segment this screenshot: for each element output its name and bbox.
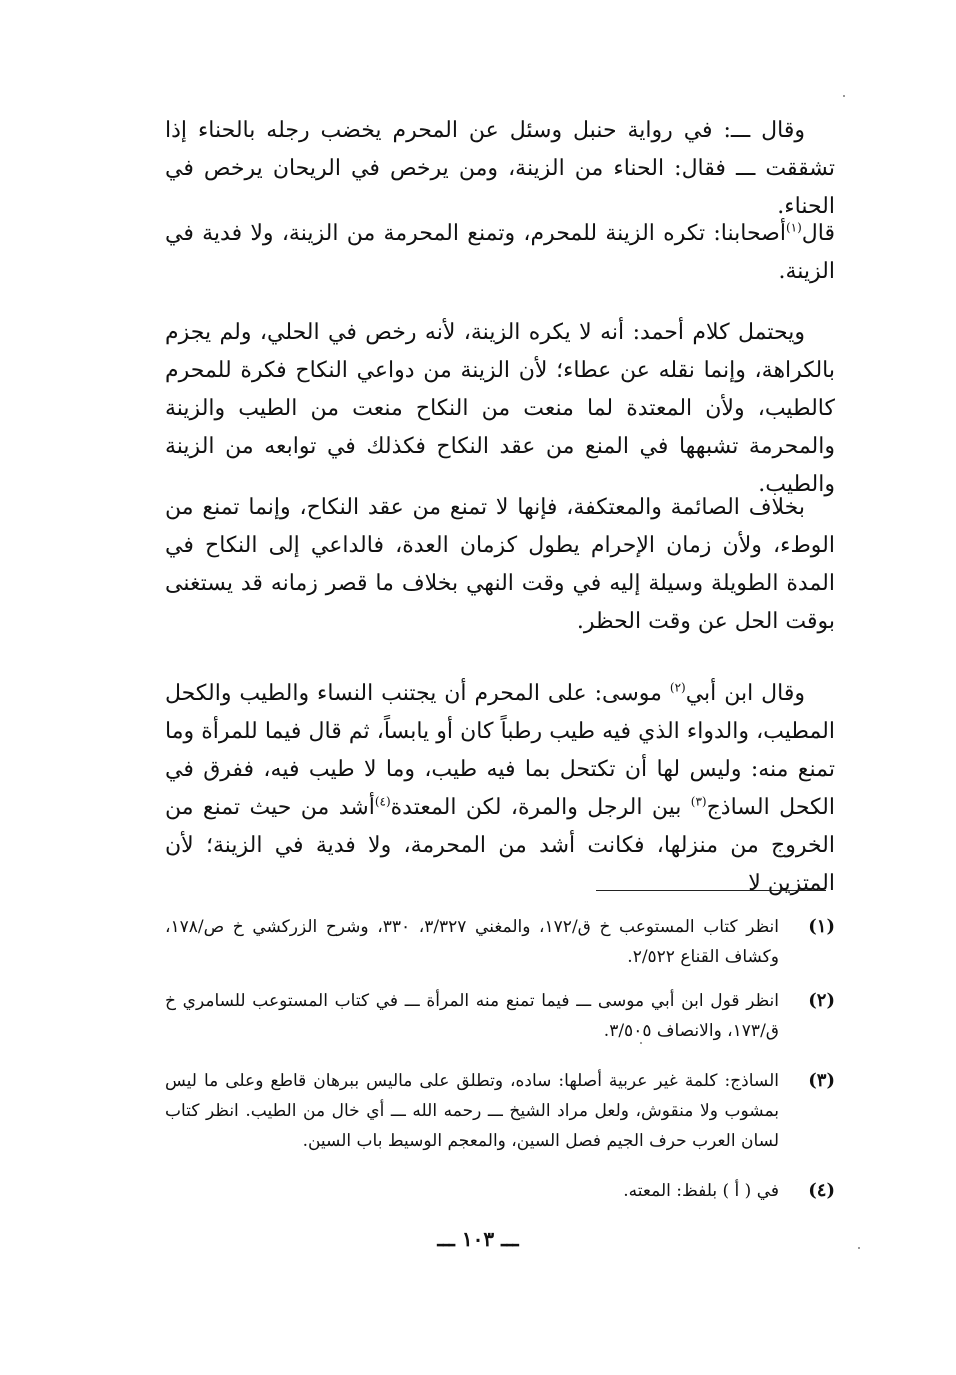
paragraph-5	[165, 675, 835, 903]
footnote-1	[165, 912, 835, 972]
paragraph-5-text-d: أشد من حيث تمنع من الخروج من منزلها، فكانت أشد من المحرمة، ولا فدية في الزينة؛ لأن المتزين لا	[165, 795, 835, 896]
paragraph-5-text-a: وقال ابن أبي	[685, 681, 805, 706]
scan-speck	[640, 1042, 642, 1044]
paragraph-3-text: ويحتمل كلام أحمد: أنه لا يكره الزينة، لأنه رخص في الحلي، ولم يجزم بالكراهة، وإنما نقله عن عطاء؛ لأن الزينة من دواعي النكاح فكرة للمحرم كالطيب، ولأن المعتدة لما منعت من النكاح منعت من الطيب والزينة والمحرمة تشبهها في المنع من عقد النكاح فكذلك في توابعه من الزينة والطيب.	[165, 320, 835, 497]
paragraph-3	[165, 314, 835, 504]
footnote-ref-4[interactable]: (٤)	[374, 794, 391, 809]
footnote-3	[165, 1066, 835, 1156]
paragraph-2-lead: قال	[801, 221, 835, 246]
page-number: ـــ ١٠٣ ـــ	[437, 1227, 519, 1251]
paragraph-1-text: وقال ـــ: في رواية حنبل وسئل عن المحرم يخضب رجله بالحناء إذا تشققت ـــ فقال: الحناء من الزينة، ومن يرخص في الريحان يرخص في الحناء.	[165, 118, 835, 219]
footnote-separator	[596, 890, 826, 891]
footnote-1-text: انظر كتاب المستوعب خ ق/١٧٢، والمغني ٣/٣٢٧، ٣٣٠، وشرح الزركشي خ ص/١٧٨، وكشاف القناع ٢/٥٢٢.	[165, 917, 779, 967]
paragraph-5-text-b: موسى: على المحرم أن يجتنب النساء والطيب والكحل المطيب، والدواء الذي فيه طيب رطباً كان أو يابساً، ثم قال فيما للمرأة وما تمنع منه: وليس لها أن تكتحل بما فيه طيب، وما لا طيب فيه، ففرق في الكحل الساذج	[165, 681, 835, 820]
footnote-ref-2[interactable]: (٢)	[669, 680, 686, 695]
footnote-2-text: انظر قول ابن أبي موسى ـــ فيما تمنع منه المرأة ـــ في كتاب المستوعب للسامري خ ق/١٧٣، والانصاف ٣/٥٠٥.	[165, 991, 779, 1041]
footnote-4-text: في ( أ ) بلفظ: المعته.	[623, 1181, 779, 1201]
paragraph-4-text: بخلاف الصائمة والمعتكفة، فإنها لا تمنع من عقد النكاح، وإنما تمنع من الوطء، ولأن زمان الإحرام يطول كزمان العدة، فالداعي إلى النكاح في المدة الطويلة وسيلة إليه في وقت النهي بخلاف ما قصر زمانه قد يستغنى بوقت الحل عن وقت الحظر.	[165, 495, 835, 634]
footnote-3-text: الساذج: كلمة غير عربية أصلها: ساده، وتطلق على ماليس ببرهان قاطع وعلى ما ليس بمشوب ولا منقوش، ولعل مراد الشيخ ـــ رحمه الله ـــ أي خال من الطيب. انظر كتاب لسان العرب حرف الجيم فصل السين، والمعجم الوسيط باب السين.	[165, 1071, 779, 1151]
footnote-3-number: (٣)	[808, 1070, 835, 1091]
footnote-ref-1[interactable]: (١)	[785, 220, 802, 235]
paragraph-1	[165, 112, 835, 226]
footnote-ref-3[interactable]: (٣)	[690, 794, 707, 809]
footnote-2-number: (٢)	[808, 990, 835, 1011]
paragraph-5-text-c: بين الرجل والمرة، لكن المعتدة	[390, 795, 691, 820]
footnote-1-number: (١)	[808, 916, 835, 937]
footnote-2	[165, 986, 835, 1046]
footnote-4-number: (٤)	[808, 1180, 835, 1201]
paragraph-4	[165, 489, 835, 641]
scan-speck	[843, 95, 845, 97]
paragraph-2-text: أصحابنا: تكره الزينة للمحرم، وتمنع المحرمة من الزينة، ولا فدية في الزينة.	[165, 221, 835, 284]
footnote-4	[165, 1176, 835, 1206]
paragraph-2	[165, 215, 835, 291]
scan-speck	[858, 1247, 860, 1249]
